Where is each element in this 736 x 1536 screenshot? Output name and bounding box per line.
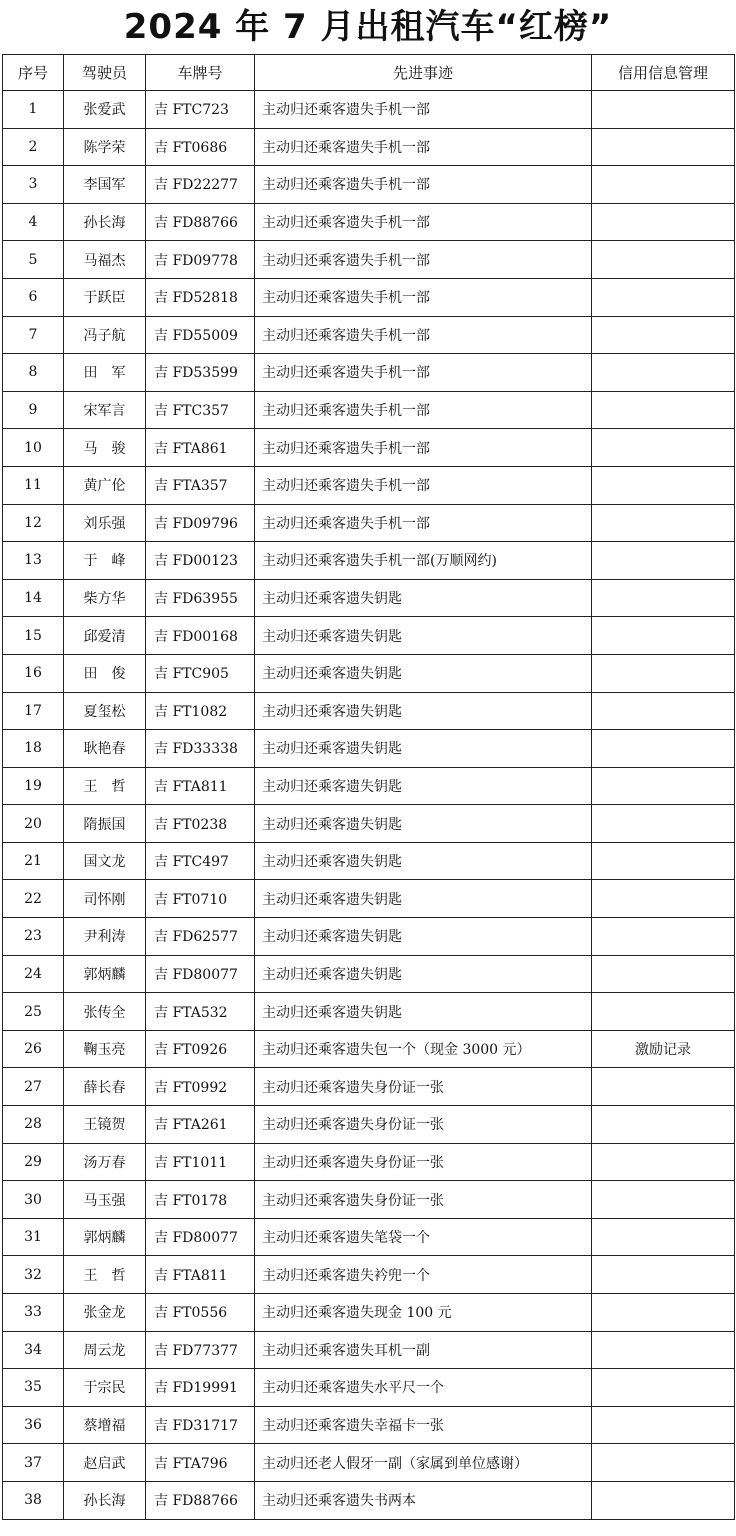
row-number-cell: 21 <box>3 842 64 880</box>
table-row <box>3 316 735 354</box>
driver-name-cell: 鞠玉亮 <box>64 1030 146 1068</box>
good-deed-cell: 主动归还乘客遗失水平尺一个 <box>255 1369 592 1407</box>
good-deed-cell: 主动归还乘客遗失手机一部 <box>255 241 592 279</box>
row-number-cell: 23 <box>3 918 64 956</box>
good-deed-cell: 主动归还乘客遗失身份证一张 <box>255 1143 592 1181</box>
row-number-cell: 30 <box>3 1181 64 1219</box>
row-number-cell: 10 <box>3 429 64 467</box>
plate-number-cell: 吉 FD53599 <box>146 354 255 392</box>
plate-number-cell: 吉 FD22277 <box>146 166 255 204</box>
row-number-cell: 26 <box>3 1030 64 1068</box>
plate-number-cell: 吉 FT0556 <box>146 1294 255 1332</box>
row-number-cell: 6 <box>3 278 64 316</box>
credit-record-cell <box>592 730 735 768</box>
plate-number-cell: 吉 FTC357 <box>146 391 255 429</box>
plate-number-cell: 吉 FTA861 <box>146 429 255 467</box>
plate-number-cell: 吉 FT1011 <box>146 1143 255 1181</box>
credit-record-cell <box>592 316 735 354</box>
table-row <box>3 880 735 918</box>
good-deed-cell: 主动归还乘客遗失钥匙 <box>255 805 592 843</box>
driver-name-cell: 耿艳春 <box>64 730 146 768</box>
good-deed-cell: 主动归还乘客遗失手机一部 <box>255 128 592 166</box>
plate-number-cell: 吉 FD55009 <box>146 316 255 354</box>
driver-name-cell: 冯子航 <box>64 316 146 354</box>
driver-name-cell: 郭炳麟 <box>64 955 146 993</box>
good-deed-cell: 主动归还乘客遗失包一个（现金 3000 元） <box>255 1030 592 1068</box>
driver-name-cell: 张爱武 <box>64 91 146 129</box>
credit-record-cell <box>592 91 735 129</box>
credit-record-cell <box>592 1106 735 1144</box>
driver-name-cell: 周云龙 <box>64 1331 146 1369</box>
driver-name-cell: 尹利涛 <box>64 918 146 956</box>
driver-name-cell: 赵启武 <box>64 1444 146 1482</box>
driver-name-cell: 孙长海 <box>64 203 146 241</box>
row-number-cell: 11 <box>3 466 64 504</box>
credit-record-cell <box>592 1444 735 1482</box>
driver-name-cell: 马玉强 <box>64 1181 146 1219</box>
credit-record-cell <box>592 654 735 692</box>
good-deed-cell: 主动归还乘客遗失手机一部(万顺网约) <box>255 542 592 580</box>
row-number-cell: 3 <box>3 166 64 204</box>
table-row <box>3 1481 735 1519</box>
driver-name-cell: 邱爱清 <box>64 617 146 655</box>
credit-record-cell <box>592 504 735 542</box>
header-credit: 信用信息管理 <box>592 55 735 91</box>
good-deed-cell: 主动归还乘客遗失手机一部 <box>255 391 592 429</box>
credit-record-cell <box>592 241 735 279</box>
good-deed-cell: 主动归还乘客遗失钥匙 <box>255 654 592 692</box>
good-deed-cell: 主动归还老人假牙一副（家属到单位感谢） <box>255 1444 592 1482</box>
credit-record-cell: 激励记录 <box>592 1030 735 1068</box>
credit-record-cell <box>592 767 735 805</box>
driver-name-cell: 夏玺松 <box>64 692 146 730</box>
honor-roll-table <box>2 54 735 1520</box>
good-deed-cell: 主动归还乘客遗失幸福卡一张 <box>255 1406 592 1444</box>
credit-record-cell <box>592 993 735 1031</box>
credit-record-cell <box>592 579 735 617</box>
table-row <box>3 466 735 504</box>
table-row <box>3 955 735 993</box>
header-no: 序号 <box>3 55 64 91</box>
header-driver: 驾驶员 <box>64 55 146 91</box>
credit-record-cell <box>592 542 735 580</box>
table-row <box>3 692 735 730</box>
table-row <box>3 1068 735 1106</box>
plate-number-cell: 吉 FD63955 <box>146 579 255 617</box>
plate-number-cell: 吉 FD00168 <box>146 617 255 655</box>
table-row <box>3 128 735 166</box>
plate-number-cell: 吉 FTA811 <box>146 767 255 805</box>
table-row <box>3 1218 735 1256</box>
row-number-cell: 36 <box>3 1406 64 1444</box>
table-row <box>3 391 735 429</box>
row-number-cell: 16 <box>3 654 64 692</box>
plate-number-cell: 吉 FT1082 <box>146 692 255 730</box>
driver-name-cell: 李国军 <box>64 166 146 204</box>
row-number-cell: 18 <box>3 730 64 768</box>
plate-number-cell: 吉 FD19991 <box>146 1369 255 1407</box>
driver-name-cell: 于宗民 <box>64 1369 146 1407</box>
good-deed-cell: 主动归还乘客遗失手机一部 <box>255 504 592 542</box>
good-deed-cell: 主动归还乘客遗失身份证一张 <box>255 1068 592 1106</box>
driver-name-cell: 刘乐强 <box>64 504 146 542</box>
good-deed-cell: 主动归还乘客遗失身份证一张 <box>255 1181 592 1219</box>
driver-name-cell: 于 峰 <box>64 542 146 580</box>
plate-number-cell: 吉 FD33338 <box>146 730 255 768</box>
table-row <box>3 993 735 1031</box>
driver-name-cell: 司怀刚 <box>64 880 146 918</box>
plate-number-cell: 吉 FTA811 <box>146 1256 255 1294</box>
table-row <box>3 278 735 316</box>
credit-record-cell <box>592 955 735 993</box>
table-row <box>3 166 735 204</box>
table-row <box>3 767 735 805</box>
plate-number-cell: 吉 FD52818 <box>146 278 255 316</box>
row-number-cell: 37 <box>3 1444 64 1482</box>
driver-name-cell: 于跃臣 <box>64 278 146 316</box>
row-number-cell: 9 <box>3 391 64 429</box>
plate-number-cell: 吉 FD09778 <box>146 241 255 279</box>
table-row <box>3 1369 735 1407</box>
document-title: 2024 年 7 月出租汽车“红榜” <box>123 7 613 47</box>
plate-number-cell: 吉 FTC497 <box>146 842 255 880</box>
plate-number-cell: 吉 FT0926 <box>146 1030 255 1068</box>
credit-record-cell <box>592 1256 735 1294</box>
credit-record-cell <box>592 278 735 316</box>
row-number-cell: 2 <box>3 128 64 166</box>
credit-record-cell <box>592 203 735 241</box>
row-number-cell: 19 <box>3 767 64 805</box>
good-deed-cell: 主动归还乘客遗失笔袋一个 <box>255 1218 592 1256</box>
good-deed-cell: 主动归还乘客遗失手机一部 <box>255 429 592 467</box>
table-row <box>3 542 735 580</box>
good-deed-cell: 主动归还乘客遗失手机一部 <box>255 316 592 354</box>
table-row <box>3 241 735 279</box>
driver-name-cell: 隋振国 <box>64 805 146 843</box>
driver-name-cell: 王镜贺 <box>64 1106 146 1144</box>
plate-number-cell: 吉 FD88766 <box>146 1481 255 1519</box>
credit-record-cell <box>592 880 735 918</box>
driver-name-cell: 田 军 <box>64 354 146 392</box>
good-deed-cell: 主动归还乘客遗失钥匙 <box>255 767 592 805</box>
row-number-cell: 13 <box>3 542 64 580</box>
driver-name-cell: 张金龙 <box>64 1294 146 1332</box>
row-number-cell: 38 <box>3 1481 64 1519</box>
driver-name-cell: 孙长海 <box>64 1481 146 1519</box>
table-row <box>3 203 735 241</box>
credit-record-cell <box>592 1068 735 1106</box>
table-row <box>3 429 735 467</box>
driver-name-cell: 郭炳麟 <box>64 1218 146 1256</box>
driver-name-cell: 王 哲 <box>64 1256 146 1294</box>
good-deed-cell: 主动归还乘客遗失钥匙 <box>255 692 592 730</box>
credit-record-cell <box>592 1406 735 1444</box>
credit-record-cell <box>592 1481 735 1519</box>
plate-number-cell: 吉 FT0686 <box>146 128 255 166</box>
driver-name-cell: 田 俊 <box>64 654 146 692</box>
table-row <box>3 842 735 880</box>
table-row <box>3 1294 735 1332</box>
row-number-cell: 5 <box>3 241 64 279</box>
credit-record-cell <box>592 1369 735 1407</box>
table-row <box>3 1256 735 1294</box>
credit-record-cell <box>592 466 735 504</box>
row-number-cell: 14 <box>3 579 64 617</box>
table-row <box>3 579 735 617</box>
plate-number-cell: 吉 FD88766 <box>146 203 255 241</box>
plate-number-cell: 吉 FT0238 <box>146 805 255 843</box>
table-row <box>3 1331 735 1369</box>
good-deed-cell: 主动归还乘客遗失身份证一张 <box>255 1106 592 1144</box>
row-number-cell: 25 <box>3 993 64 1031</box>
row-number-cell: 8 <box>3 354 64 392</box>
row-number-cell: 12 <box>3 504 64 542</box>
row-number-cell: 33 <box>3 1294 64 1332</box>
driver-name-cell: 蔡增福 <box>64 1406 146 1444</box>
row-number-cell: 34 <box>3 1331 64 1369</box>
plate-number-cell: 吉 FTA261 <box>146 1106 255 1144</box>
credit-record-cell <box>592 429 735 467</box>
driver-name-cell: 国文龙 <box>64 842 146 880</box>
table-row <box>3 730 735 768</box>
table-row <box>3 354 735 392</box>
driver-name-cell: 汤万春 <box>64 1143 146 1181</box>
plate-number-cell: 吉 FT0992 <box>146 1068 255 1106</box>
plate-number-cell: 吉 FT0178 <box>146 1181 255 1219</box>
table-row <box>3 1444 735 1482</box>
plate-number-cell: 吉 FD62577 <box>146 918 255 956</box>
good-deed-cell: 主动归还乘客遗失衿兜一个 <box>255 1256 592 1294</box>
table-row <box>3 654 735 692</box>
good-deed-cell: 主动归还乘客遗失现金 100 元 <box>255 1294 592 1332</box>
credit-record-cell <box>592 918 735 956</box>
good-deed-cell: 主动归还乘客遗失手机一部 <box>255 91 592 129</box>
driver-name-cell: 陈学荣 <box>64 128 146 166</box>
row-number-cell: 35 <box>3 1369 64 1407</box>
good-deed-cell: 主动归还乘客遗失手机一部 <box>255 278 592 316</box>
credit-record-cell <box>592 1181 735 1219</box>
good-deed-cell: 主动归还乘客遗失钥匙 <box>255 617 592 655</box>
driver-name-cell: 马福杰 <box>64 241 146 279</box>
table-row <box>3 918 735 956</box>
plate-number-cell: 吉 FTA357 <box>146 466 255 504</box>
table-body <box>3 91 735 1520</box>
row-number-cell: 17 <box>3 692 64 730</box>
good-deed-cell: 主动归还乘客遗失手机一部 <box>255 466 592 504</box>
credit-record-cell <box>592 1143 735 1181</box>
driver-name-cell: 宋军言 <box>64 391 146 429</box>
good-deed-cell: 主动归还乘客遗失钥匙 <box>255 955 592 993</box>
credit-record-cell <box>592 1331 735 1369</box>
credit-record-cell <box>592 692 735 730</box>
good-deed-cell: 主动归还乘客遗失钥匙 <box>255 880 592 918</box>
table-row <box>3 1030 735 1068</box>
credit-record-cell <box>592 166 735 204</box>
table-row <box>3 805 735 843</box>
header-plate: 车牌号 <box>146 55 255 91</box>
plate-number-cell: 吉 FD31717 <box>146 1406 255 1444</box>
good-deed-cell: 主动归还乘客遗失钥匙 <box>255 918 592 956</box>
driver-name-cell: 柴方华 <box>64 579 146 617</box>
row-number-cell: 4 <box>3 203 64 241</box>
credit-record-cell <box>592 128 735 166</box>
driver-name-cell: 黄广伦 <box>64 466 146 504</box>
row-number-cell: 22 <box>3 880 64 918</box>
good-deed-cell: 主动归还乘客遗失钥匙 <box>255 993 592 1031</box>
good-deed-cell: 主动归还乘客遗失书两本 <box>255 1481 592 1519</box>
credit-record-cell <box>592 391 735 429</box>
plate-number-cell: 吉 FD00123 <box>146 542 255 580</box>
credit-record-cell <box>592 617 735 655</box>
table-header-row <box>3 55 735 91</box>
row-number-cell: 29 <box>3 1143 64 1181</box>
credit-record-cell <box>592 354 735 392</box>
row-number-cell: 7 <box>3 316 64 354</box>
table-row <box>3 1406 735 1444</box>
row-number-cell: 32 <box>3 1256 64 1294</box>
good-deed-cell: 主动归还乘客遗失耳机一副 <box>255 1331 592 1369</box>
good-deed-cell: 主动归还乘客遗失手机一部 <box>255 354 592 392</box>
plate-number-cell: 吉 FD09796 <box>146 504 255 542</box>
plate-number-cell: 吉 FTA796 <box>146 1444 255 1482</box>
row-number-cell: 28 <box>3 1106 64 1144</box>
row-number-cell: 27 <box>3 1068 64 1106</box>
good-deed-cell: 主动归还乘客遗失钥匙 <box>255 842 592 880</box>
plate-number-cell: 吉 FTC905 <box>146 654 255 692</box>
credit-record-cell <box>592 842 735 880</box>
table-row <box>3 1106 735 1144</box>
credit-record-cell <box>592 1218 735 1256</box>
table-row <box>3 504 735 542</box>
good-deed-cell: 主动归还乘客遗失手机一部 <box>255 166 592 204</box>
driver-name-cell: 张传全 <box>64 993 146 1031</box>
plate-number-cell: 吉 FTA532 <box>146 993 255 1031</box>
table-row <box>3 617 735 655</box>
plate-number-cell: 吉 FD80077 <box>146 1218 255 1256</box>
plate-number-cell: 吉 FD77377 <box>146 1331 255 1369</box>
row-number-cell: 15 <box>3 617 64 655</box>
row-number-cell: 24 <box>3 955 64 993</box>
row-number-cell: 1 <box>3 91 64 129</box>
credit-record-cell <box>592 1294 735 1332</box>
header-deed: 先进事迹 <box>255 55 592 91</box>
row-number-cell: 20 <box>3 805 64 843</box>
plate-number-cell: 吉 FD80077 <box>146 955 255 993</box>
plate-number-cell: 吉 FTC723 <box>146 91 255 129</box>
row-number-cell: 31 <box>3 1218 64 1256</box>
driver-name-cell: 薛长春 <box>64 1068 146 1106</box>
table-row <box>3 91 735 129</box>
good-deed-cell: 主动归还乘客遗失钥匙 <box>255 579 592 617</box>
table-row <box>3 1143 735 1181</box>
driver-name-cell: 王 哲 <box>64 767 146 805</box>
table-row <box>3 1181 735 1219</box>
good-deed-cell: 主动归还乘客遗失钥匙 <box>255 730 592 768</box>
credit-record-cell <box>592 805 735 843</box>
good-deed-cell: 主动归还乘客遗失手机一部 <box>255 203 592 241</box>
driver-name-cell: 马 骏 <box>64 429 146 467</box>
plate-number-cell: 吉 FT0710 <box>146 880 255 918</box>
